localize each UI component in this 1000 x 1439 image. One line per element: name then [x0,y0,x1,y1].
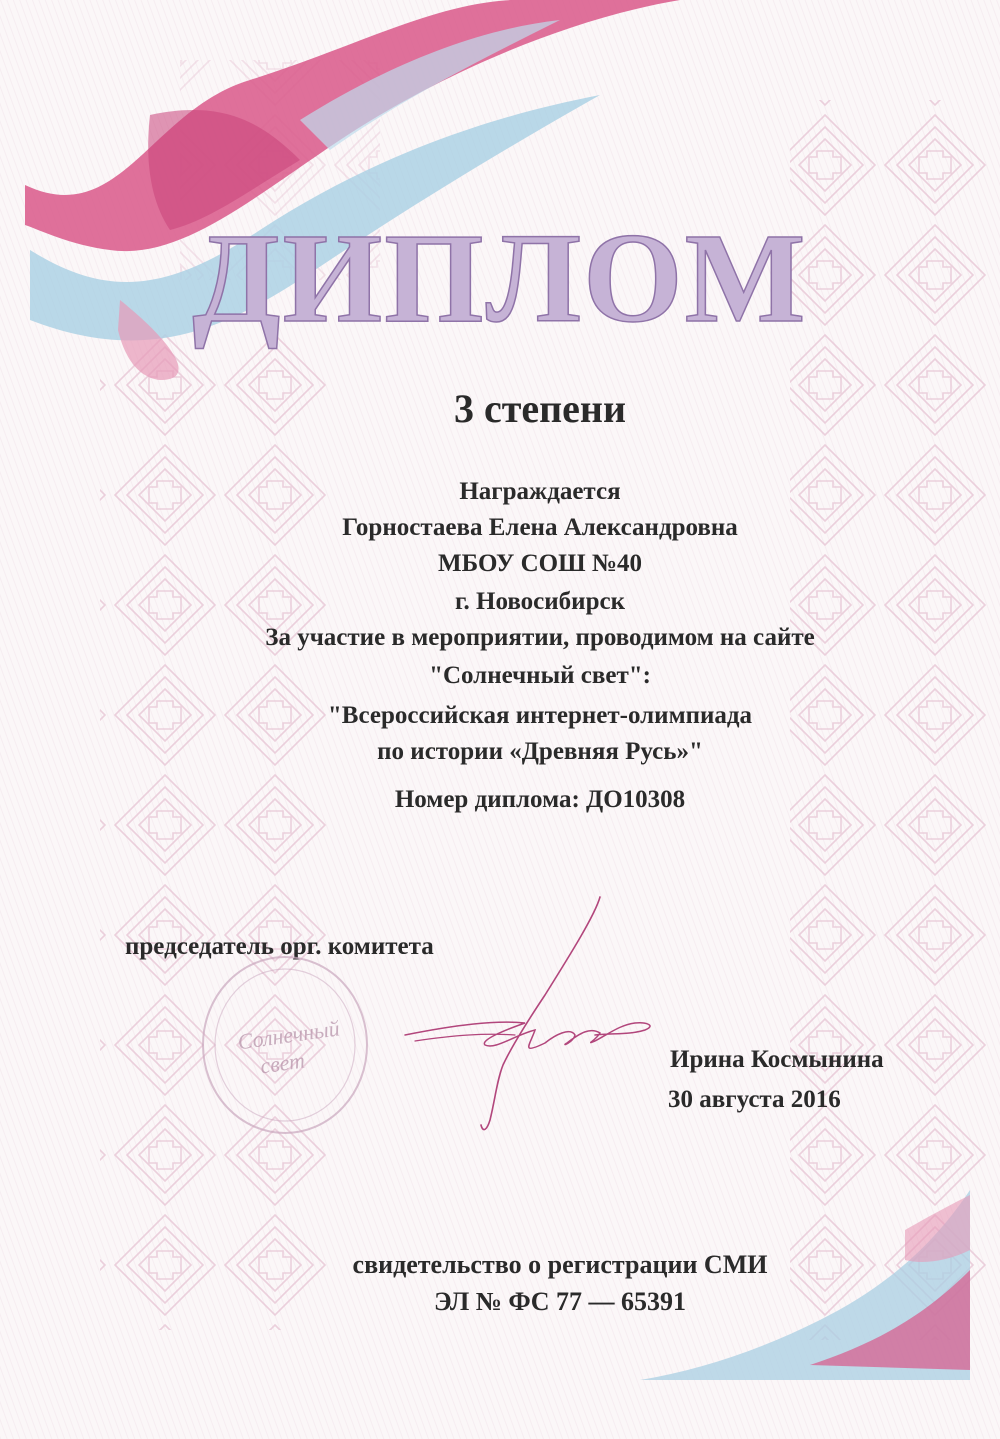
event-title-line1: "Всероссийская интернет-олимпиада [327,702,753,729]
stamp-seal [195,950,375,1140]
signature-date: 30 августа 2016 [668,1086,841,1113]
city-name: г. Новосибирск [455,588,625,615]
awarded-label: Награждается [459,478,621,505]
signer-name: Ирина Космынина [670,1046,884,1073]
event-title-line2: по истории «Древняя Русь»" [377,738,703,765]
diploma-degree: 3 степени [453,386,627,431]
handwritten-signature [395,885,665,1135]
site-name: "Солнечный свет": [429,662,651,689]
recipient-name: Горностаева Елена Александровна [342,514,738,541]
school-name: МБОУ СОШ №40 [438,550,642,577]
chair-role: председатель орг. комитета [125,933,434,960]
svg-text:Солнечный: Солнечный [236,1015,342,1055]
diploma-title: ДИПЛОМ [192,207,808,349]
award-reason: За участие в мероприятии, проводимом на сайте [265,624,815,651]
registration-line2: ЭЛ № ФС 77 — 65391 [433,1287,687,1316]
diploma-number: Номер диплома: ДО10308 [394,786,686,813]
registration-line1: свидетельство о регистрации СМИ [352,1250,768,1279]
svg-text:свет: свет [258,1047,307,1079]
